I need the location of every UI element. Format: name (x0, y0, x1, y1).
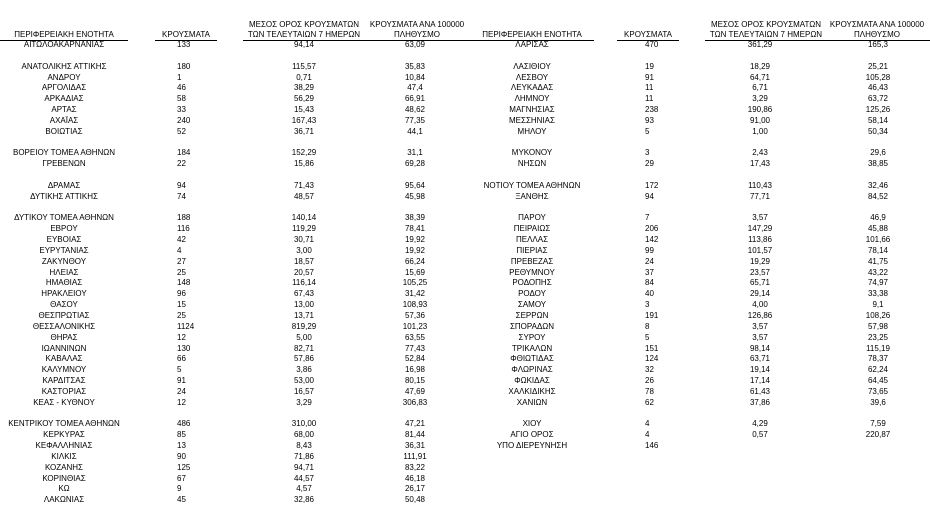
table-cell-avg: 126,86 (747, 311, 773, 320)
table-cell-cases: 188 (177, 213, 191, 222)
table-cell-avg: 94,71 (293, 463, 315, 472)
table-cell-name: ΛΗΜΝΟΥ (514, 94, 550, 103)
table-cell-avg: 361,29 (747, 40, 773, 49)
table-cell-name: ΔΥΤΙΚΗΣ ΑΤΤΙΚΗΣ (30, 192, 98, 201)
table-cell-name: ΠΡΕΒΕΖΑΣ (510, 257, 554, 266)
header-avg-left (243, 20, 365, 41)
table-cell-avg: 56,29 (293, 94, 315, 103)
table-cell-cases: 125 (177, 463, 191, 472)
table-cell-name: ΛΑΣΙΘΙΟΥ (513, 62, 551, 71)
table-cell-per: 105,28 (865, 73, 891, 82)
table-cell-per: 57,36 (404, 311, 426, 320)
table-cell-avg: 23,57 (749, 268, 771, 277)
table-cell-name: ΑΧΑΪΑΣ (49, 116, 79, 125)
table-cell-avg: 57,86 (293, 354, 315, 363)
table-cell-per: 41,75 (867, 257, 889, 266)
table-cell-per: 77,43 (404, 344, 426, 353)
table-cell-per: 38,85 (867, 159, 889, 168)
table-cell-avg: 110,43 (748, 181, 772, 190)
table-cell-per: 57,98 (867, 322, 889, 331)
table-cell-avg: 6,71 (752, 83, 768, 92)
table-cell-name: ΧΑΝΙΩΝ (516, 398, 548, 407)
table-cell-avg: 17,43 (749, 159, 771, 168)
table-cell-cases: 5 (177, 365, 182, 374)
table-cell-cases: 142 (645, 235, 659, 244)
table-cell-avg: 98,14 (749, 344, 771, 353)
header-avg-right (705, 20, 827, 41)
table-cell-cases: 42 (177, 235, 186, 244)
table-cell-cases: 52 (177, 127, 186, 136)
table-cell-per: 78,14 (867, 246, 889, 255)
table-cell-name: ΛΑΡΙΣΑΣ (515, 40, 549, 49)
table-cell-name: ΚΕΡΚΥΡΑΣ (43, 430, 85, 439)
table-cell-cases: 486 (177, 419, 191, 428)
table-cell-avg: 113,86 (748, 235, 772, 244)
table-cell-name: ΧΙΟΥ (522, 419, 542, 428)
table-cell-per: 165,3 (867, 40, 889, 49)
table-cell-cases: 58 (177, 94, 186, 103)
table-cell-cases: 62 (645, 398, 654, 407)
table-cell-per: 105,25 (402, 278, 428, 287)
table-cell-name: ΤΡΙΚΑΛΩΝ (511, 344, 553, 353)
table-cell-name: ΚΟΡΙΝΘΙΑΣ (42, 474, 86, 483)
table-cell-avg: 37,86 (749, 398, 771, 407)
table-cell-cases: 11 (645, 94, 654, 103)
table-cell-per: 47,4 (407, 83, 423, 92)
table-cell-cases: 9 (177, 484, 182, 493)
table-cell-avg: 29,14 (749, 289, 771, 298)
table-cell-cases: 7 (645, 213, 650, 222)
table-cell-cases: 37 (645, 268, 654, 277)
header-per-left-line2: ΠΛΗΘΥΣΜΟ (362, 30, 472, 41)
table-cell-per: 50,48 (404, 495, 426, 504)
table-cell-name: ΑΝΔΡΟΥ (47, 73, 81, 82)
table-cell-avg: 30,71 (293, 235, 315, 244)
table-cell-name: ΣΕΡΡΩΝ (515, 311, 549, 320)
table-cell-name: ΒΟΙΩΤΙΑΣ (45, 127, 83, 136)
table-cell-per: 45,98 (404, 192, 426, 201)
table-cell-cases: 19 (645, 62, 654, 71)
table-cell-name: ΑΓΙΟ ΟΡΟΣ (510, 430, 554, 439)
table-cell-cases: 191 (645, 311, 659, 320)
table-cell-cases: 11 (645, 83, 654, 92)
table-cell-avg: 71,86 (293, 452, 315, 461)
table-cell-name: ΕΒΡΟΥ (50, 224, 78, 233)
table-cell-cases: 238 (645, 105, 659, 114)
table-cell-avg: 4,57 (296, 484, 312, 493)
table-cell-name: ΠΕΙΡΑΙΩΣ (513, 224, 551, 233)
table-cell-avg: 5,00 (296, 333, 312, 342)
table-cell-avg: 71,43 (293, 181, 315, 190)
table-cell-cases: 180 (177, 62, 191, 71)
table-cell-name: ΛΕΣΒΟΥ (515, 73, 549, 82)
table-cell-per: 43,22 (867, 268, 889, 277)
table-cell-per: 38,39 (404, 213, 426, 222)
table-cell-avg: 64,71 (749, 73, 771, 82)
table-cell-per: 63,09 (404, 40, 426, 49)
table-cell-avg: 3,00 (296, 246, 312, 255)
table-cell-avg: 19,14 (749, 365, 771, 374)
table-cell-name: ΚΑΒΑΛΑΣ (45, 354, 83, 363)
table-cell-avg: 20,57 (293, 268, 315, 277)
table-cell-cases: 66 (177, 354, 186, 363)
table-cell-cases: 45 (177, 495, 186, 504)
table-cell-avg: 0,71 (296, 73, 312, 82)
table-cell-name: ΕΥΡΥΤΑΝΙΑΣ (39, 246, 89, 255)
table-cell-name: ΧΑΛΚΙΔΙΚΗΣ (508, 387, 556, 396)
table-cell-per: 78,41 (404, 224, 426, 233)
table-cell-avg: 19,29 (749, 257, 771, 266)
table-cell-name: ΔΡΑΜΑΣ (47, 181, 81, 190)
table-cell-avg: 67,43 (293, 289, 315, 298)
table-cell-cases: 93 (645, 116, 654, 125)
table-cell-avg: 3,57 (752, 213, 768, 222)
header-avg-right-line1: ΜΕΣΟΣ ΟΡΟΣ ΚΡΟΥΣΜΑΤΩΝ (710, 20, 822, 29)
table-cell-cases: 151 (645, 344, 659, 353)
table-cell-avg: 38,29 (293, 83, 315, 92)
table-cell-name: ΚΑΣΤΟΡΙΑΣ (41, 387, 87, 396)
table-cell-per: 46,18 (404, 474, 426, 483)
table-cell-name: ΝΟΤΙΟΥ ΤΟΜΕΑ ΑΘΗΝΩΝ (483, 181, 581, 190)
table-cell-per: 44,1 (407, 127, 423, 136)
table-cell-cases: 5 (645, 333, 650, 342)
table-cell-cases: 25 (177, 311, 186, 320)
table-cell-name: ΠΕΛΛΑΣ (515, 235, 549, 244)
table-cell-avg: 2,43 (752, 148, 768, 157)
table-cell-avg: 32,86 (293, 495, 315, 504)
table-cell-cases: 1124 (177, 322, 195, 331)
header-per-right-line1: ΚΡΟΥΣΜΑΤΑ ΑΝΑ 100000 (829, 20, 925, 29)
table-cell-cases: 29 (645, 159, 654, 168)
table-cell-name: ΑΡΤΑΣ (51, 105, 77, 114)
table-cell-name: ΜΥΚΟΝΟΥ (511, 148, 553, 157)
header-avg-right-line2: ΤΩΝ ΤΕΛΕΥΤΑΙΩΝ 7 ΗΜΕΡΩΝ (705, 30, 827, 41)
table-cell-cases: 3 (645, 300, 650, 309)
table-cell-cases: 12 (177, 333, 186, 342)
table-cell-name: ΖΑΚΥΝΘΟΥ (41, 257, 87, 266)
table-cell-per: 52,84 (404, 354, 426, 363)
table-cell-per: 83,22 (404, 463, 426, 472)
table-cell-name: ΛΕΥΚΑΔΑΣ (510, 83, 554, 92)
table-cell-per: 29,6 (870, 148, 886, 157)
header-cases-left: ΚΡΟΥΣΜΑΤΑ (155, 30, 217, 41)
table-cell-per: 66,24 (404, 257, 426, 266)
header-per-left-line1: ΚΡΟΥΣΜΑΤΑ ΑΝΑ 100000 (369, 20, 465, 29)
table-cell-per: 45,88 (867, 224, 889, 233)
table-cell-avg: 3,57 (752, 322, 768, 331)
table-cell-per: 33,38 (867, 289, 889, 298)
table-cell-per: 39,6 (870, 398, 886, 407)
table-cell-avg: 140,14 (291, 213, 317, 222)
table-cell-avg: 15,43 (293, 105, 315, 114)
table-cell-name: ΦΩΚΙΔΑΣ (514, 376, 550, 385)
table-cell-per: 46,43 (867, 83, 889, 92)
table-cell-name: ΡΟΔΟΠΗΣ (512, 278, 552, 287)
table-cell-avg: 17,14 (749, 376, 771, 385)
table-cell-per: 63,72 (867, 94, 889, 103)
table-cell-name: ΛΑΚΩΝΙΑΣ (43, 495, 85, 504)
table-cell-name: ΓΡΕΒΕΝΩΝ (42, 159, 86, 168)
table-cell-avg: 65,71 (749, 278, 771, 287)
header-per-left (362, 20, 472, 41)
table-cell-per: 80,15 (404, 376, 426, 385)
table-cell-name: ΥΠΟ ΔΙΕΡΕΥΝΗΣΗ (496, 441, 568, 450)
table-cell-cases: 3 (645, 148, 650, 157)
table-cell-avg: 0,57 (752, 430, 768, 439)
table-cell-cases: 85 (177, 430, 186, 439)
header-region-right: ΠΕΡΙΦΕΡΕΙΑΚΗ ΕΝΟΤΗΤΑ (470, 30, 594, 41)
table-cell-per: 48,62 (404, 105, 426, 114)
table-cell-per: 108,26 (865, 311, 891, 320)
table-cell-cases: 184 (177, 148, 191, 157)
table-cell-per: 31,42 (404, 289, 426, 298)
table-cell-name: ΜΗΛΟΥ (517, 127, 547, 136)
table-cell-avg: 819,29 (291, 322, 317, 331)
table-cell-cases: 27 (177, 257, 186, 266)
table-cell-avg: 13,71 (293, 311, 315, 320)
table-cell-name: ΑΡΚΑΔΙΑΣ (44, 94, 84, 103)
table-cell-cases: 94 (645, 192, 654, 201)
table-cell-avg: 53,00 (293, 376, 315, 385)
table-cell-per: 58,14 (867, 116, 889, 125)
table-cell-avg: 190,86 (747, 105, 773, 114)
table-cell-per: 47,69 (404, 387, 426, 396)
table-cell-cases: 67 (177, 474, 186, 483)
table-cell-name: ΜΑΓΝΗΣΙΑΣ (509, 105, 555, 114)
table-cell-cases: 91 (177, 376, 186, 385)
table-cell-name: ΚΕΑΣ - ΚΥΘΝΟΥ (33, 398, 95, 407)
table-cell-name: ΠΑΡΟΥ (518, 213, 546, 222)
table-cell-cases: 78 (645, 387, 654, 396)
table-cell-per: 125,26 (865, 105, 891, 114)
table-cell-cases: 172 (645, 181, 659, 190)
table-cell-name: ΚΙΛΚΙΣ (51, 452, 77, 461)
table-cell-per: 63,55 (404, 333, 426, 342)
table-cell-name: ΦΛΩΡΙΝΑΣ (511, 365, 553, 374)
table-cell-avg: 18,57 (293, 257, 315, 266)
table-cell-name: ΡΟΔΟΥ (518, 289, 546, 298)
header-avg-left-line1: ΜΕΣΟΣ ΟΡΟΣ ΚΡΟΥΣΜΑΤΩΝ (248, 20, 360, 29)
table-cell-name: ΗΛΕΙΑΣ (49, 268, 79, 277)
table-cell-per: 47,21 (404, 419, 426, 428)
table-cell-per: 69,28 (404, 159, 426, 168)
table-cell-avg: 4,00 (752, 300, 768, 309)
table-cell-name: ΠΙΕΡΙΑΣ (516, 246, 548, 255)
table-cell-avg: 44,57 (293, 474, 315, 483)
table-cell-per: 16,98 (404, 365, 426, 374)
table-cell-avg: 68,00 (293, 430, 315, 439)
header-avg-left-line2: ΤΩΝ ΤΕΛΕΥΤΑΙΩΝ 7 ΗΜΕΡΩΝ (243, 30, 365, 41)
header-region-left: ΠΕΡΙΦΕΡΕΙΑΚΗ ΕΝΟΤΗΤΑ (0, 30, 128, 41)
table-cell-cases: 146 (645, 441, 659, 450)
table-cell-avg: 3,86 (296, 365, 312, 374)
table-cell-avg: 147,29 (747, 224, 773, 233)
table-cell-avg: 3,57 (752, 333, 768, 342)
table-cell-cases: 4 (645, 419, 650, 428)
table-cell-per: 95,64 (404, 181, 426, 190)
table-cell-name: ΔΥΤΙΚΟΥ ΤΟΜΕΑ ΑΘΗΝΩΝ (14, 213, 114, 222)
table-cell-avg: 116,14 (292, 278, 316, 287)
table-cell-per: 64,45 (867, 376, 889, 385)
table-cell-avg: 15,86 (293, 159, 315, 168)
table-cell-name: ΗΜΑΘΙΑΣ (45, 278, 83, 287)
table-cell-name: ΚΑΡΔΙΤΣΑΣ (42, 376, 86, 385)
table-cell-cases: 470 (645, 40, 659, 49)
table-cell-per: 62,24 (867, 365, 889, 374)
table-cell-per: 84,52 (867, 192, 889, 201)
table-cell-cases: 40 (645, 289, 654, 298)
table-cell-per: 108,93 (402, 300, 428, 309)
header-per-right (822, 20, 930, 41)
table-cell-cases: 84 (645, 278, 654, 287)
table-cell-cases: 24 (177, 387, 186, 396)
table-cell-avg: 61,43 (749, 387, 771, 396)
table-cell-per: 220,87 (865, 430, 891, 439)
table-cell-avg: 91,00 (749, 116, 771, 125)
table-cell-per: 19,92 (404, 235, 426, 244)
table-cell-per: 81,44 (404, 430, 426, 439)
table-cell-cases: 4 (645, 430, 650, 439)
table-cell-cases: 96 (177, 289, 186, 298)
table-cell-name: ΚΕΝΤΡΙΚΟΥ ΤΟΜΕΑ ΑΘΗΝΩΝ (8, 419, 120, 428)
table-cell-name: ΞΑΝΘΗΣ (515, 192, 549, 201)
table-cell-cases: 8 (645, 322, 650, 331)
table-cell-name: ΡΕΘΥΜΝΟΥ (509, 268, 555, 277)
table-cell-cases: 99 (645, 246, 654, 255)
table-cell-per: 78,37 (867, 354, 889, 363)
table-cell-per: 111,91 (403, 452, 427, 461)
table-cell-per: 74,97 (867, 278, 889, 287)
table-cell-per: 115,19 (866, 344, 890, 353)
table-cell-avg: 18,29 (749, 62, 771, 71)
table-cell-cases: 4 (177, 246, 182, 255)
table-cell-per: 101,66 (865, 235, 891, 244)
table-cell-avg: 8,43 (296, 441, 312, 450)
table-cell-per: 26,17 (404, 484, 426, 493)
table-cell-avg: 115,57 (292, 62, 316, 71)
table-cell-cases: 148 (177, 278, 191, 287)
table-cell-cases: 13 (177, 441, 186, 450)
table-cell-per: 7,59 (870, 419, 886, 428)
table-cell-name: ΕΥΒΟΙΑΣ (46, 235, 82, 244)
table-cell-per: 19,92 (404, 246, 426, 255)
table-cell-per: 23,25 (867, 333, 889, 342)
header-cases-right: ΚΡΟΥΣΜΑΤΑ (617, 30, 679, 41)
table-cell-name: ΒΟΡΕΙΟΥ ΤΟΜΕΑ ΑΘΗΝΩΝ (12, 148, 116, 157)
table-cell-avg: 1,00 (752, 127, 768, 136)
table-cell-cases: 22 (177, 159, 186, 168)
table-cell-cases: 130 (177, 344, 191, 353)
table-cell-cases: 32 (645, 365, 654, 374)
table-cell-cases: 94 (177, 181, 186, 190)
table-cell-avg: 82,71 (293, 344, 315, 353)
table-cell-avg: 167,43 (291, 116, 317, 125)
table-cell-per: 35,83 (404, 62, 426, 71)
header-per-right-line2: ΠΛΗΘΥΣΜΟ (822, 30, 930, 41)
table-cell-cases: 5 (645, 127, 650, 136)
table-cell-name: ΙΩΑΝΝΙΝΩΝ (41, 344, 87, 353)
table-cell-avg: 152,29 (291, 148, 317, 157)
table-cell-cases: 26 (645, 376, 654, 385)
table-cell-avg: 63,71 (749, 354, 771, 363)
table-cell-per: 31,1 (407, 148, 423, 157)
table-cell-per: 15,69 (404, 268, 426, 277)
table-cell-name: ΑΙΤΩΛΟΑΚΑΡΝΑΝΙΑΣ (23, 40, 105, 49)
table-cell-avg: 13,00 (293, 300, 315, 309)
table-cell-name: ΚΑΛΥΜΝΟΥ (41, 365, 87, 374)
table-cell-per: 101,23 (402, 322, 428, 331)
table-cell-name: ΗΡΑΚΛΕΙΟΥ (41, 289, 87, 298)
table-cell-cases: 15 (177, 300, 186, 309)
table-cell-avg: 101,57 (747, 246, 773, 255)
table-cell-cases: 46 (177, 83, 186, 92)
table-cell-name: ΚΕΦΑΛΛΗΝΙΑΣ (35, 441, 93, 450)
table-cell-name: ΘΑΣΟΥ (50, 300, 78, 309)
table-cell-avg: 119,29 (292, 224, 316, 233)
table-cell-cases: 33 (177, 105, 186, 114)
table-cell-name: ΣΑΜΟΥ (517, 300, 547, 309)
table-cell-name: ΜΕΣΣΗΝΙΑΣ (509, 116, 555, 125)
table-cell-name: ΣΥΡΟΥ (518, 333, 546, 342)
table-cell-per: 25,21 (867, 62, 889, 71)
table-cell-name: ΦΘΙΩΤΙΔΑΣ (510, 354, 554, 363)
table-cell-avg: 3,29 (752, 94, 768, 103)
table-cell-per: 73,65 (867, 387, 889, 396)
table-cell-per: 306,83 (402, 398, 428, 407)
table-cell-cases: 90 (177, 452, 186, 461)
table-cell-per: 77,35 (404, 116, 426, 125)
table-cell-per: 9,1 (872, 300, 884, 309)
table-cell-per: 50,34 (867, 127, 889, 136)
table-cell-per: 10,84 (404, 73, 426, 82)
table-cell-name: ΘΗΡΑΣ (50, 333, 78, 342)
table-cell-cases: 12 (177, 398, 186, 407)
table-cell-avg: 94,14 (293, 40, 315, 49)
table-cell-per: 32,46 (867, 181, 889, 190)
table-cell-cases: 74 (177, 192, 186, 201)
table-cell-name: ΣΠΟΡΑΔΩΝ (509, 322, 555, 331)
table-cell-avg: 16,57 (293, 387, 315, 396)
table-cell-avg: 48,57 (293, 192, 315, 201)
table-cell-name: ΚΟΖΑΝΗΣ (44, 463, 84, 472)
table-cell-cases: 206 (645, 224, 659, 233)
table-cell-name: ΚΩ (58, 484, 70, 493)
table-cell-name: ΑΝΑΤΟΛΙΚΗΣ ΑΤΤΙΚΗΣ (21, 62, 107, 71)
table-cell-cases: 25 (177, 268, 186, 277)
table-cell-name: ΑΡΓΟΛΙΔΑΣ (41, 83, 87, 92)
table-cell-avg: 36,71 (293, 127, 315, 136)
table-cell-avg: 3,29 (296, 398, 312, 407)
table-cell-cases: 124 (645, 354, 659, 363)
table-cell-cases: 133 (177, 40, 191, 49)
table-cell-cases: 24 (645, 257, 654, 266)
table-cell-cases: 91 (645, 73, 654, 82)
table-cell-name: ΝΗΣΩΝ (517, 159, 547, 168)
table-cell-avg: 4,29 (752, 419, 768, 428)
table-cell-name: ΘΕΣΠΡΩΤΙΑΣ (38, 311, 90, 320)
table-cell-per: 46,9 (870, 213, 886, 222)
table-cell-cases: 240 (177, 116, 191, 125)
table-cell-avg: 77,71 (749, 192, 771, 201)
table-cell-name: ΘΕΣΣΑΛΟΝΙΚΗΣ (32, 322, 96, 331)
table-cell-per: 66,91 (404, 94, 426, 103)
table-cell-per: 36,31 (404, 441, 426, 450)
table-cell-cases: 1 (177, 73, 182, 82)
table-cell-cases: 116 (177, 224, 190, 233)
table-cell-avg: 310,00 (291, 419, 317, 428)
